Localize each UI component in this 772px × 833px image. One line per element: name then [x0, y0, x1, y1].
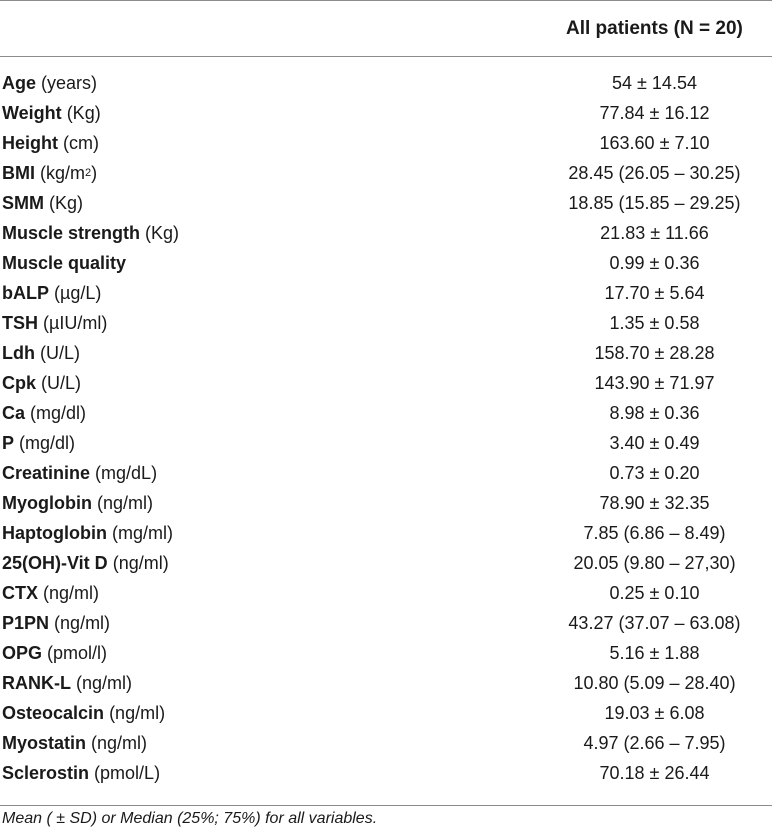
table-row — [0, 758, 772, 788]
variable-unit: (µIU/ml) — [43, 313, 108, 333]
variable-name: Muscle quality — [2, 253, 127, 273]
variable-unit: (Kg) — [49, 193, 84, 213]
row-label — [2, 758, 160, 788]
row-label — [2, 128, 99, 158]
table-row — [0, 428, 772, 458]
variable-unit: (ng/ml) — [97, 493, 154, 513]
table-bottom-rule — [0, 805, 772, 806]
row-value: 10.80 (5.09 – 28.40) — [573, 673, 736, 693]
row-value: 77.84 ± 16.12 — [599, 103, 710, 123]
variable-name: bALP — [2, 283, 49, 303]
variable-unit: (years) — [41, 73, 98, 93]
table-row — [0, 728, 772, 758]
row-label — [2, 728, 147, 758]
row-value: 43.27 (37.07 – 63.08) — [568, 613, 741, 633]
row-label — [2, 398, 86, 428]
unit-close: ) — [91, 163, 98, 183]
row-value: 54 ± 14.54 — [612, 73, 697, 93]
row-label — [2, 308, 107, 338]
row-value: 163.60 ± 7.10 — [599, 133, 710, 153]
variable-name: Age — [2, 73, 37, 93]
variable-unit: (ng/ml) — [43, 583, 100, 603]
variable-name: Muscle strength — [2, 223, 141, 243]
row-value: 5.16 ± 1.88 — [609, 643, 700, 663]
row-label — [2, 488, 153, 518]
row-label — [2, 608, 110, 638]
row-value: 0.99 ± 0.36 — [609, 253, 700, 273]
variable-unit: (U/L) — [41, 373, 82, 393]
row-label — [2, 578, 99, 608]
row-label — [2, 638, 107, 668]
table-row — [0, 98, 772, 128]
variable-unit: (mg/dl) — [19, 433, 76, 453]
table-header — [0, 0, 772, 56]
variable-name: 25(OH)-Vit D — [2, 553, 108, 573]
row-label — [2, 68, 97, 98]
variable-name: P1PN — [2, 613, 50, 633]
variable-unit: (Kg) — [145, 223, 180, 243]
row-label — [2, 518, 173, 548]
variable-unit: (mg/dL) — [95, 463, 158, 483]
variable-unit: (µg/L) — [54, 283, 102, 303]
table-row — [0, 68, 772, 98]
table-row — [0, 488, 772, 518]
row-value: 3.40 ± 0.49 — [609, 433, 700, 453]
variable-unit: (Kg) — [66, 103, 101, 123]
row-label — [2, 368, 81, 398]
variable-name: Ca — [2, 403, 26, 423]
table-header-rule — [0, 56, 772, 57]
row-value: 78.90 ± 32.35 — [599, 493, 710, 513]
table-row — [0, 458, 772, 488]
row-value: 158.70 ± 28.28 — [594, 343, 715, 363]
row-label — [2, 248, 126, 278]
row-value: 4.97 (2.66 – 7.95) — [583, 733, 726, 753]
table-row — [0, 638, 772, 668]
table-row — [0, 368, 772, 398]
table-footnote: Mean ( ± SD) or Median (25%; 75%) for all variables. — [2, 810, 378, 827]
column-header-all-patients: All patients (N = 20) — [566, 18, 743, 39]
row-label — [2, 668, 132, 698]
row-value: 70.18 ± 26.44 — [599, 763, 710, 783]
row-value: 21.83 ± 11.66 — [600, 223, 709, 243]
variable-name: SMM — [2, 193, 44, 213]
variable-name: Myostatin — [2, 733, 87, 753]
table-row — [0, 218, 772, 248]
row-value: 7.85 (6.86 – 8.49) — [583, 523, 726, 543]
variable-name: Height — [2, 133, 58, 153]
row-value: 0.73 ± 0.20 — [609, 463, 700, 483]
row-value: 19.03 ± 6.08 — [604, 703, 705, 723]
row-value: 0.25 ± 0.10 — [609, 583, 700, 603]
variable-unit: (kg/m — [40, 163, 86, 183]
variable-unit: (pmol/l) — [47, 643, 108, 663]
table-row — [0, 608, 772, 638]
variable-name: Sclerostin — [2, 763, 90, 783]
row-value: 143.90 ± 71.97 — [594, 373, 715, 393]
table-row — [0, 698, 772, 728]
table-row — [0, 278, 772, 308]
variable-unit: (ng/ml) — [91, 733, 148, 753]
row-value: 28.45 (26.05 – 30.25) — [568, 163, 741, 183]
variable-unit: (mg/ml) — [112, 523, 173, 543]
table-row — [0, 158, 772, 188]
table-row — [0, 248, 772, 278]
table-row — [0, 548, 772, 578]
variable-unit: (U/L) — [40, 343, 81, 363]
table-row — [0, 578, 772, 608]
variable-name: Cpk — [2, 373, 37, 393]
table-body — [0, 68, 772, 788]
row-label — [2, 338, 80, 368]
row-label — [2, 158, 97, 188]
variable-unit: (mg/dl) — [30, 403, 87, 423]
row-value: 18.85 (15.85 – 29.25) — [568, 193, 741, 213]
table-row — [0, 188, 772, 218]
variable-unit: (cm) — [63, 133, 99, 153]
table-row — [0, 668, 772, 698]
row-value: 1.35 ± 0.58 — [609, 313, 700, 333]
table-row — [0, 518, 772, 548]
variable-name: Haptoglobin — [2, 523, 107, 543]
unit-superscript: 2 — [85, 167, 92, 179]
variable-name: CTX — [2, 583, 38, 603]
variable-name: OPG — [2, 643, 43, 663]
row-label — [2, 458, 157, 488]
row-label — [2, 98, 101, 128]
variable-name: BMI — [2, 163, 35, 183]
variable-unit: (pmol/L) — [94, 763, 161, 783]
variable-unit: (ng/ml) — [54, 613, 111, 633]
variable-name: Creatinine — [2, 463, 91, 483]
row-label — [2, 278, 101, 308]
row-label — [2, 188, 83, 218]
row-label — [2, 548, 169, 578]
variable-name: Weight — [2, 103, 62, 123]
variable-name: Myoglobin — [2, 493, 92, 513]
variable-name: Ldh — [2, 343, 35, 363]
variable-unit: (ng/ml) — [109, 703, 166, 723]
row-value: 8.98 ± 0.36 — [609, 403, 700, 423]
table-row — [0, 398, 772, 428]
table-row — [0, 128, 772, 158]
row-value: 17.70 ± 5.64 — [604, 283, 705, 303]
variable-unit: (ng/ml) — [76, 673, 133, 693]
variable-unit: (ng/ml) — [112, 553, 169, 573]
variable-name: RANK-L — [2, 673, 71, 693]
table-row — [0, 338, 772, 368]
row-label — [2, 698, 165, 728]
variable-name: TSH — [2, 313, 38, 333]
row-label — [2, 428, 75, 458]
row-value: 20.05 (9.80 – 27,30) — [573, 553, 736, 573]
row-label — [2, 218, 179, 248]
variable-name: Osteocalcin — [2, 703, 105, 723]
table-row — [0, 308, 772, 338]
variable-name: P — [2, 433, 15, 453]
